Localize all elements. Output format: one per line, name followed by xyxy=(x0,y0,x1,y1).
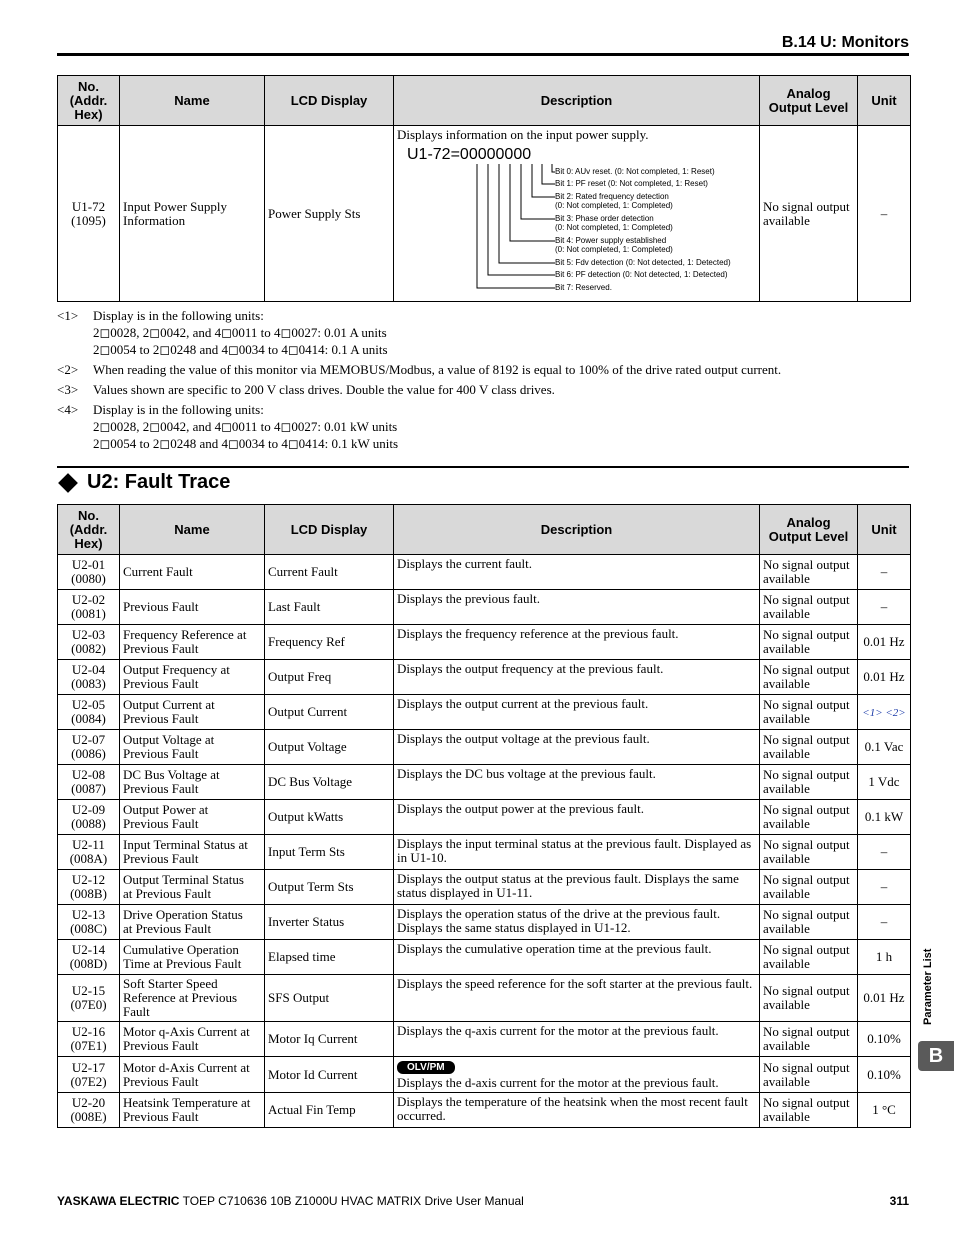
unit: – xyxy=(858,905,911,940)
param-no: U2-02 (0081) xyxy=(58,590,120,625)
param-no: U1-72 (1095) xyxy=(58,126,120,302)
footer-brand: YASKAWA ELECTRIC xyxy=(57,1194,180,1208)
table-row xyxy=(58,1093,911,1128)
table-row xyxy=(58,625,911,660)
unit: 0.01 Hz xyxy=(858,660,911,695)
col-header-lcd: LCD Display xyxy=(265,76,394,126)
description-text: Displays information on the input power supply. xyxy=(397,127,649,142)
param-name: Drive Operation Status at Previous Fault xyxy=(120,905,265,940)
footnote-line: Display is in the following units: xyxy=(93,308,264,323)
unit: 1 °C xyxy=(858,1093,911,1128)
col-header-analog: Analog Output Level xyxy=(760,505,858,555)
footnote-line: Values shown are specific to 200 V class drives. Double the value for 400 V class drives. xyxy=(93,382,555,397)
lcd-display: Last Fault xyxy=(265,590,394,625)
param-name: Current Fault xyxy=(120,555,265,590)
unit: 0.01 Hz xyxy=(858,975,911,1022)
bit-5-label: Bit 5: Fdv detection (0: Not detected, 1: Detected) xyxy=(555,258,731,267)
param-description: Displays the cumulative operation time at the previous fault. xyxy=(394,940,760,975)
unit xyxy=(858,695,911,730)
lcd-display: Current Fault xyxy=(265,555,394,590)
analog-output-level: No signal output available xyxy=(760,765,858,800)
col-header-no: No. (Addr. Hex) xyxy=(58,505,120,555)
param-no: U2-15 (07E0) xyxy=(58,975,120,1022)
unit: 0.01 Hz xyxy=(858,625,911,660)
table-row xyxy=(58,1057,911,1093)
lcd-display: Inverter Status xyxy=(265,905,394,940)
section-title-text: U2: Fault Trace xyxy=(87,471,231,493)
description-text: Displays the d-axis current for the motor at the previous fault. xyxy=(397,1075,719,1090)
table-header-row xyxy=(58,505,911,555)
param-description: Displays the frequency reference at the previous fault. xyxy=(394,625,760,660)
unit: – xyxy=(858,126,911,302)
analog-output-level: No signal output available xyxy=(760,730,858,765)
param-no: U2-04 (0083) xyxy=(58,660,120,695)
table-row xyxy=(58,1022,911,1057)
analog-output-level: No signal output available xyxy=(760,870,858,905)
footnote-line: 2◻0028, 2◻0042, and 4◻0011 to 4◻0027: 0.01 kW units xyxy=(93,419,398,434)
table-header-row xyxy=(58,76,911,126)
table-row xyxy=(58,660,911,695)
footnote-tag: <2> xyxy=(57,362,79,377)
lcd-display: Output kWatts xyxy=(265,800,394,835)
param-no: U2-03 (0082) xyxy=(58,625,120,660)
param-no: U2-08 (0087) xyxy=(58,765,120,800)
bit-4-label: Bit 4: Power supply established (0: Not completed, 1: Completed) xyxy=(555,236,673,254)
col-header-description: Description xyxy=(394,505,760,555)
param-name: Previous Fault xyxy=(120,590,265,625)
param-no: U2-20 (008E) xyxy=(58,1093,120,1128)
col-header-name: Name xyxy=(120,505,265,555)
lcd-display: Elapsed time xyxy=(265,940,394,975)
analog-output-level: No signal output available xyxy=(760,590,858,625)
table-row xyxy=(58,730,911,765)
header-rule xyxy=(57,53,909,56)
param-no: U2-05 (0084) xyxy=(58,695,120,730)
footer-doc-title xyxy=(57,1194,524,1208)
param-no: U2-01 (0080) xyxy=(58,555,120,590)
footnote-tag: <1> xyxy=(57,308,79,323)
col-header-unit: Unit xyxy=(858,76,911,126)
footnotes xyxy=(57,307,910,455)
table-row xyxy=(58,555,911,590)
param-name: Soft Starter Speed Reference at Previous Fault xyxy=(120,975,265,1022)
bit-1-label: Bit 1: PF reset (0: Not completed, 1: Reset) xyxy=(555,179,708,188)
param-description: Displays the output current at the previous fault. xyxy=(394,695,760,730)
table-row xyxy=(58,126,911,302)
bit-7-label: Bit 7: Reserved. xyxy=(555,283,612,292)
param-name: Motor d-Axis Current at Previous Fault xyxy=(120,1057,265,1093)
param-description: Displays the output frequency at the previous fault. xyxy=(394,660,760,695)
footnote-ref-link[interactable]: <1> <2> xyxy=(862,706,906,719)
table-row xyxy=(58,800,911,835)
param-description: Displays the input terminal status at the previous fault. Displayed as in U1-10. xyxy=(394,835,760,870)
param-no: U2-09 (0088) xyxy=(58,800,120,835)
unit: – xyxy=(858,555,911,590)
section-rule xyxy=(57,466,909,468)
unit: – xyxy=(858,835,911,870)
analog-output-level: No signal output available xyxy=(760,975,858,1022)
footer-doc: TOEP C710636 10B Z1000U HVAC MATRIX Drive User Manual xyxy=(179,1194,524,1208)
appendix-tab: B xyxy=(918,1041,954,1071)
analog-output-level: No signal output available xyxy=(760,1093,858,1128)
param-no: U2-17 (07E2) xyxy=(58,1057,120,1093)
analog-output-level: No signal output available xyxy=(760,905,858,940)
col-header-name: Name xyxy=(120,76,265,126)
bit-diagram xyxy=(397,164,756,296)
bit-0-label: Bit 0: AUv reset. (0: Not completed, 1: Reset) xyxy=(555,167,715,176)
footnote-line: When reading the value of this monitor via MEMOBUS/Modbus, a value of 8192 is equal to 100% of the drive rated output current. xyxy=(93,362,782,377)
param-name: Input Power Supply Information xyxy=(120,126,265,302)
analog-output-level: No signal output available xyxy=(760,695,858,730)
lcd-display: DC Bus Voltage xyxy=(265,765,394,800)
footnote-3 xyxy=(57,381,910,398)
unit: 1 h xyxy=(858,940,911,975)
param-description: Displays the output power at the previous fault. xyxy=(394,800,760,835)
param-description: Displays the operation status of the drive at the previous fault. Displays the same status displayed in U1-12. xyxy=(394,905,760,940)
table-row xyxy=(58,940,911,975)
param-description xyxy=(394,1057,760,1093)
lcd-display: Output Current xyxy=(265,695,394,730)
table-row xyxy=(58,590,911,625)
param-no: U2-16 (07E1) xyxy=(58,1022,120,1057)
table-row xyxy=(58,870,911,905)
footnote-line: 2◻0054 to 2◻0248 and 4◻0034 to 4◻0414: 0.1 kW units xyxy=(93,436,399,451)
unit: – xyxy=(858,870,911,905)
analog-output-level: No signal output available xyxy=(760,1057,858,1093)
unit: 0.10% xyxy=(858,1022,911,1057)
param-name: Frequency Reference at Previous Fault xyxy=(120,625,265,660)
param-description: Displays the output voltage at the previous fault. xyxy=(394,730,760,765)
unit: 0.1 Vac xyxy=(858,730,911,765)
u1-72-display-readout: U1-72=00000000 xyxy=(407,146,532,163)
table-row xyxy=(58,975,911,1022)
param-no: U2-14 (008D) xyxy=(58,940,120,975)
analog-output-level: No signal output available xyxy=(760,555,858,590)
footnote-2 xyxy=(57,361,910,378)
lcd-display: Motor Iq Current xyxy=(265,1022,394,1057)
lcd-display: Motor Id Current xyxy=(265,1057,394,1093)
col-header-no: No. (Addr. Hex) xyxy=(58,76,120,126)
bit-6-label: Bit 6: PF detection (0: Not detected, 1: Detected) xyxy=(555,270,728,279)
lcd-display: Actual Fin Temp xyxy=(265,1093,394,1128)
param-name: Output Current at Previous Fault xyxy=(120,695,265,730)
param-no: U2-13 (008C) xyxy=(58,905,120,940)
u1-monitor-table xyxy=(57,75,911,302)
unit: 0.10% xyxy=(858,1057,911,1093)
table-row xyxy=(58,695,911,730)
col-header-unit: Unit xyxy=(858,505,911,555)
lcd-display: Output Voltage xyxy=(265,730,394,765)
param-name: DC Bus Voltage at Previous Fault xyxy=(120,765,265,800)
analog-output-level: No signal output available xyxy=(760,940,858,975)
param-description: Displays the speed reference for the soft starter at the previous fault. xyxy=(394,975,760,1022)
col-header-analog: Analog Output Level xyxy=(760,76,858,126)
u2-fault-trace-table xyxy=(57,504,911,1128)
param-name: Output Frequency at Previous Fault xyxy=(120,660,265,695)
analog-output-level: No signal output available xyxy=(760,625,858,660)
footnote-tag: <3> xyxy=(57,382,79,397)
footnote-line: 2◻0028, 2◻0042, and 4◻0011 to 4◻0027: 0.01 A units xyxy=(93,325,387,340)
unit: 0.1 kW xyxy=(858,800,911,835)
param-description: Displays the output status at the previous fault. Displays the same status displayed in U1-11. xyxy=(394,870,760,905)
param-no: U2-11 (008A) xyxy=(58,835,120,870)
param-description: Displays the DC bus voltage at the previous fault. xyxy=(394,765,760,800)
diamond-bullet-icon xyxy=(58,473,78,493)
param-description: Displays the previous fault. xyxy=(394,590,760,625)
analog-output-level: No signal output available xyxy=(760,660,858,695)
footnote-tag: <4> xyxy=(57,402,79,417)
param-name: Cumulative Operation Time at Previous Fault xyxy=(120,940,265,975)
table-row xyxy=(58,835,911,870)
table-row xyxy=(58,905,911,940)
col-header-description: Description xyxy=(394,76,760,126)
lcd-display: Frequency Ref xyxy=(265,625,394,660)
unit: 1 Vdc xyxy=(858,765,911,800)
param-no: U2-12 (008B) xyxy=(58,870,120,905)
param-description: Displays the current fault. xyxy=(394,555,760,590)
control-mode-badge: OLV/PM xyxy=(397,1061,455,1074)
side-tab-label: Parameter List xyxy=(922,948,934,1025)
footnote-4 xyxy=(57,401,910,452)
lcd-display: Input Term Sts xyxy=(265,835,394,870)
analog-output-level: No signal output available xyxy=(760,126,858,302)
footnote-1 xyxy=(57,307,910,358)
lcd-display: SFS Output xyxy=(265,975,394,1022)
param-description xyxy=(394,126,760,302)
footnote-line: 2◻0054 to 2◻0248 and 4◻0034 to 4◻0414: 0.1 A units xyxy=(93,342,388,357)
col-header-lcd: LCD Display xyxy=(265,505,394,555)
bit-3-label: Bit 3: Phase order detection (0: Not completed, 1: Completed) xyxy=(555,214,673,232)
page-header-title: B.14 U: Monitors xyxy=(781,34,909,51)
param-description: Displays the q-axis current for the motor at the previous fault. xyxy=(394,1022,760,1057)
param-name: Motor q-Axis Current at Previous Fault xyxy=(120,1022,265,1057)
analog-output-level: No signal output available xyxy=(760,800,858,835)
page-number: 311 xyxy=(889,1194,909,1208)
param-no: U2-07 (0086) xyxy=(58,730,120,765)
section-heading xyxy=(57,471,230,494)
analog-output-level: No signal output available xyxy=(760,835,858,870)
param-description: Displays the temperature of the heatsink when the most recent fault occurred. xyxy=(394,1093,760,1128)
lcd-display: Power Supply Sts xyxy=(265,126,394,302)
lcd-display: Output Freq xyxy=(265,660,394,695)
unit: – xyxy=(858,590,911,625)
lcd-display: Output Term Sts xyxy=(265,870,394,905)
param-name: Output Terminal Status at Previous Fault xyxy=(120,870,265,905)
param-name: Output Voltage at Previous Fault xyxy=(120,730,265,765)
param-name: Heatsink Temperature at Previous Fault xyxy=(120,1093,265,1128)
param-name: Output Power at Previous Fault xyxy=(120,800,265,835)
param-name: Input Terminal Status at Previous Fault xyxy=(120,835,265,870)
bit-2-label: Bit 2: Rated frequency detection (0: Not completed, 1: Completed) xyxy=(555,192,673,210)
table-row xyxy=(58,765,911,800)
footnote-line: Display is in the following units: xyxy=(93,402,264,417)
analog-output-level: No signal output available xyxy=(760,1022,858,1057)
